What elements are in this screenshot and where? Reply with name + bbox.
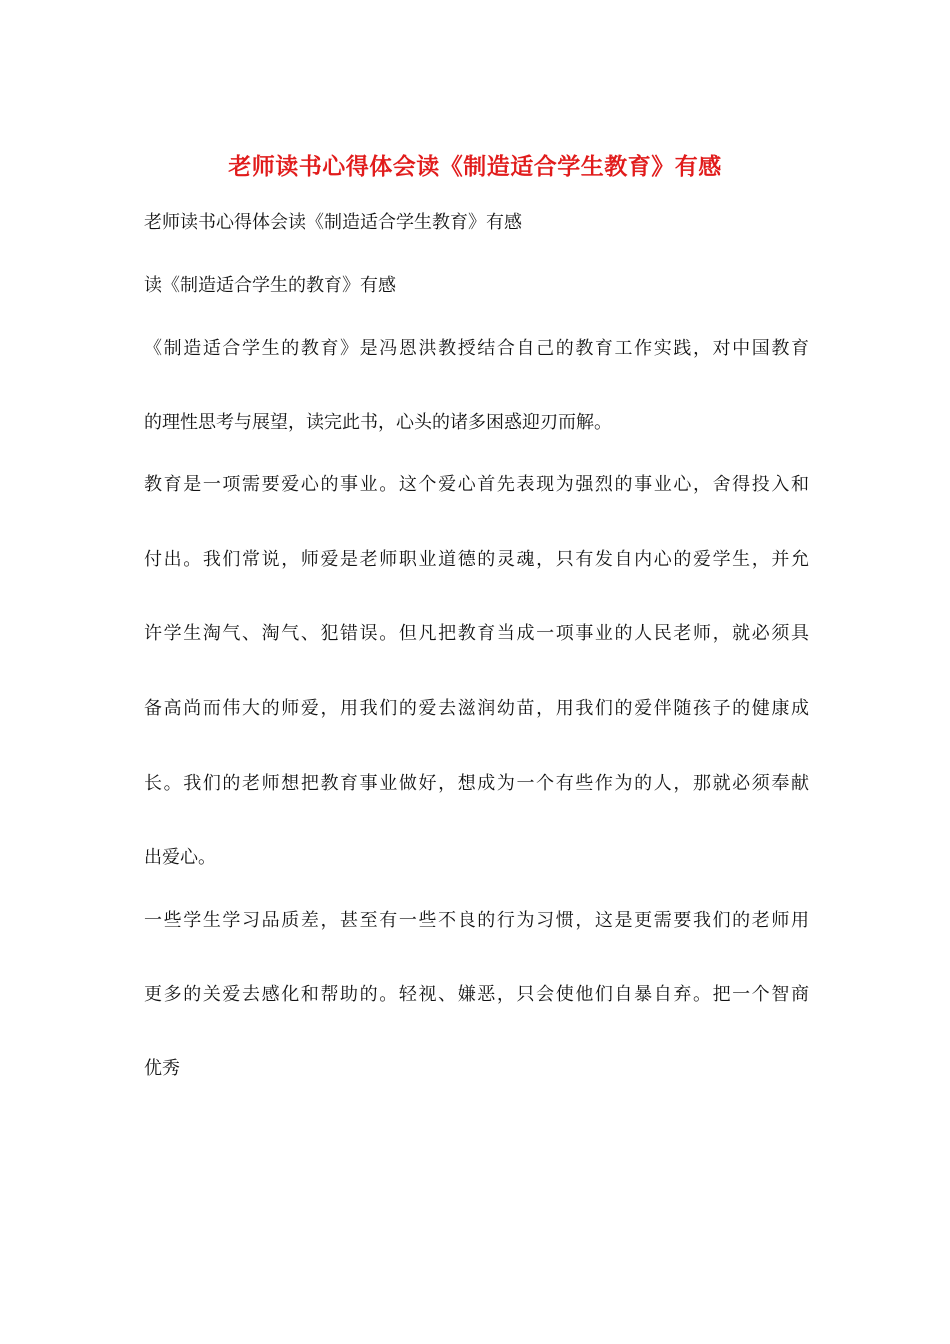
subtitle-line: 老师读书心得体会读《制造适合学生教育》有感 [144, 212, 522, 233]
paragraph-line: 的理性思考与展望，读完此书，心头的诸多困惑迎刃而解。 [144, 412, 612, 433]
document-title: 老师读书心得体会读《制造适合学生教育》有感 [228, 154, 722, 180]
paragraph-line: 更多的关爱去感化和帮助的。轻视、嫌恶，只会使他们自暴自弃。把一个智商 [144, 984, 809, 1005]
paragraph-line: 优秀 [144, 1058, 180, 1079]
paragraph-line: 一些学生学习品质差，甚至有一些不良的行为习惯，这是更需要我们的老师用 [144, 910, 809, 931]
paragraph-line: 教育是一项需要爱心的事业。这个爱心首先表现为强烈的事业心，舍得投入和 [144, 474, 809, 495]
paragraph-line: 出爱心。 [144, 847, 216, 868]
paragraph-line: 许学生淘气、淘气、犯错误。但凡把教育当成一项事业的人民老师，就必须具 [144, 623, 809, 644]
paragraph-line: 付出。我们常说，师爱是老师职业道德的灵魂，只有发自内心的爱学生，并允 [144, 549, 809, 570]
section-heading: 读《制造适合学生的教育》有感 [144, 275, 396, 296]
paragraph-line: 《制造适合学生的教育》是冯恩洪教授结合自己的教育工作实践，对中国教育 [144, 338, 809, 359]
paragraph-line: 长。我们的老师想把教育事业做好，想成为一个有些作为的人，那就必须奉献 [144, 773, 809, 794]
paragraph-line: 备高尚而伟大的师爱，用我们的爱去滋润幼苗，用我们的爱伴随孩子的健康成 [144, 698, 809, 719]
